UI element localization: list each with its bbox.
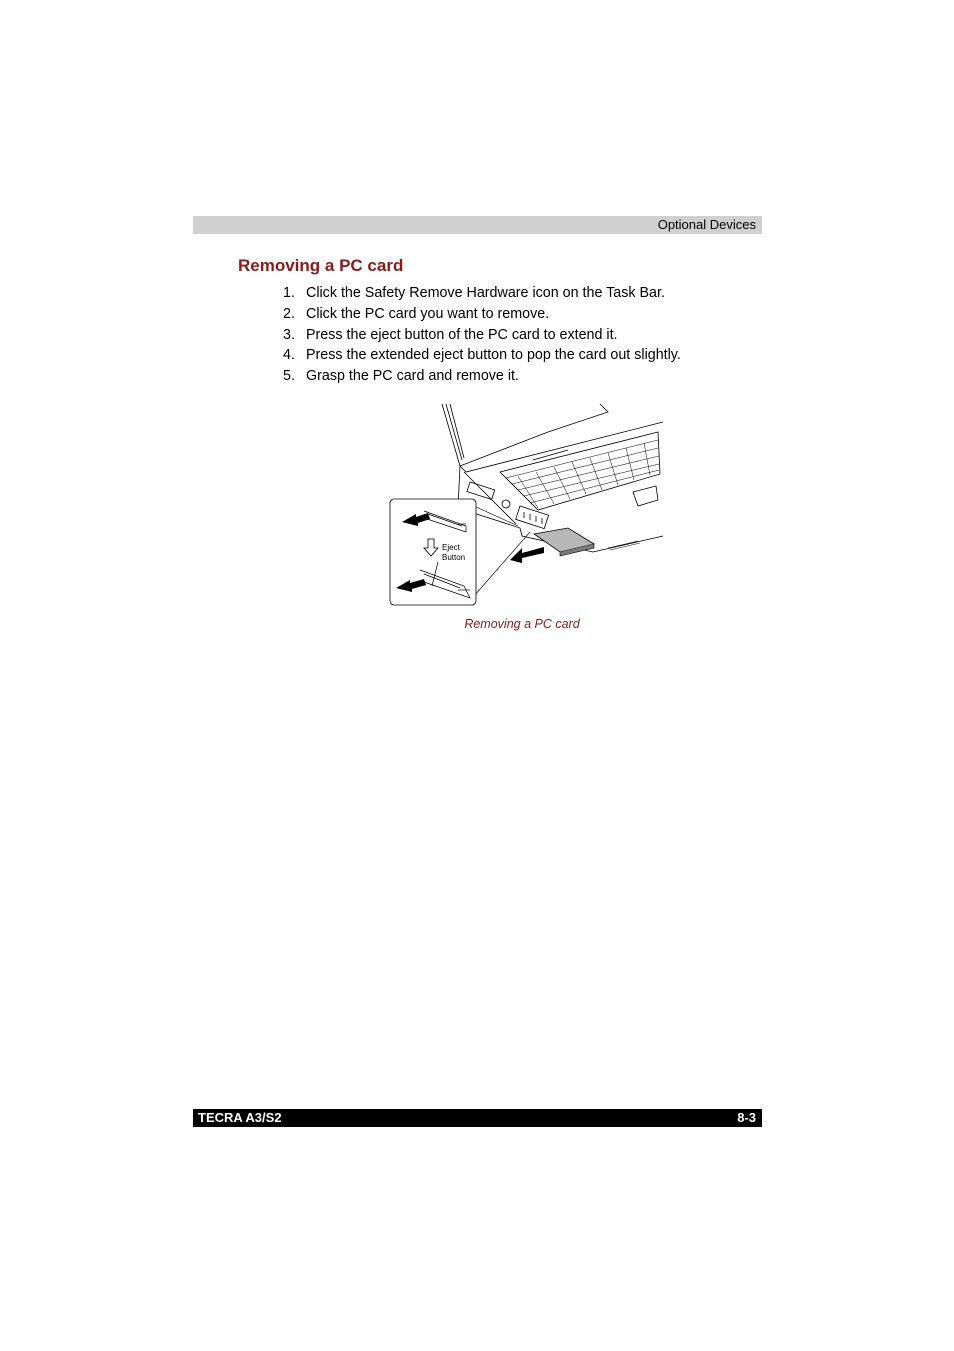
laptop-base — [460, 422, 663, 472]
model-name: TECRA A3/S2 — [198, 1110, 282, 1125]
page-number: 8-3 — [737, 1110, 756, 1125]
figure-caption: Removing a PC card — [464, 617, 580, 631]
step-number: 1. — [283, 285, 295, 301]
keyboard-keys — [506, 440, 659, 508]
step-text: Click the PC card you want to remove. — [306, 305, 550, 322]
step-number: 4. — [283, 347, 295, 364]
pc-card-slot — [516, 506, 549, 529]
callout-label-line1: Eject — [442, 543, 460, 552]
callout-label-line2: Button — [442, 553, 466, 562]
step-text: Grasp the PC card and remove it. — [306, 368, 519, 385]
keyboard-outline — [500, 432, 660, 510]
touchpad — [633, 486, 658, 506]
step-text: Press the extended eject button to pop the card out slightly. — [306, 347, 681, 364]
page-header-bar — [193, 216, 762, 234]
section-title: Optional Devices — [657, 217, 756, 232]
step-text: Click the Safety Remove Hardware icon on the Task Bar. — [306, 285, 665, 301]
step-number: 3. — [283, 326, 295, 343]
step-number: 2. — [283, 305, 295, 322]
page-footer-bar — [193, 1109, 762, 1127]
step-text: Press the eject button of the PC card to extend it. — [306, 326, 618, 343]
pc-card-removal-illustration — [388, 400, 668, 608]
parallel-port — [467, 482, 495, 500]
step-number: 5. — [283, 368, 295, 385]
section-heading: Removing a PC card — [238, 256, 404, 275]
port-icon — [502, 500, 510, 508]
